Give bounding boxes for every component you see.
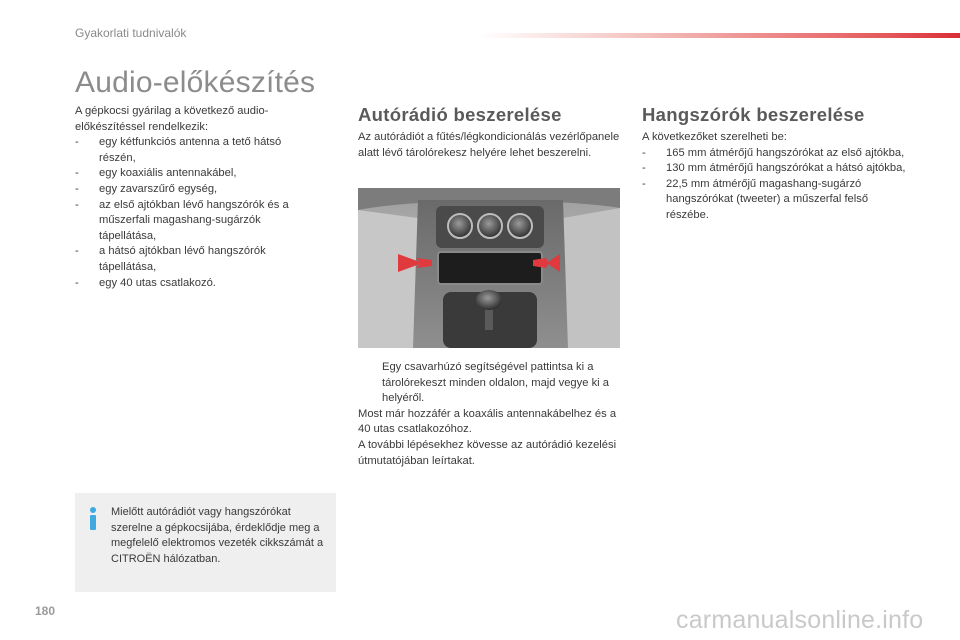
speaker-intro: A következőket szerelheti be: bbox=[642, 131, 787, 143]
radio-intro: Az autórádiót a fűtés/légkondicionálás vezérlőpanele alatt lévő tárolórekesz helyére lehet beszerelni. bbox=[358, 131, 620, 159]
step-text: Egy csavarhúzó segítségével pattintsa ki a tárolórekeszt minden oldalon, majd vegye ki a helyéről. bbox=[382, 361, 609, 405]
page-title: Audio-előkészítés bbox=[75, 66, 316, 99]
left-column bbox=[75, 104, 315, 291]
step-block bbox=[358, 360, 623, 407]
list-item bbox=[75, 244, 315, 275]
left-intro: A gépkocsi gyárilag a következő audio-előkészítéssel rendelkezik: bbox=[75, 105, 269, 133]
dash-mark: - bbox=[642, 146, 646, 159]
list-item bbox=[75, 166, 315, 182]
header-rule bbox=[480, 33, 960, 38]
dashboard-photo bbox=[358, 188, 620, 348]
dash-mark: - bbox=[75, 245, 79, 258]
middle-column-intro bbox=[358, 130, 623, 161]
list-item-text: 165 mm átmérőjű hangszórókat az első ajtókba, bbox=[666, 146, 905, 159]
dash-mark: - bbox=[75, 167, 79, 180]
list-item-text: a hátsó ajtókban lévő hangszórók tápellátása, bbox=[99, 245, 266, 273]
list-item-text: egy kétfunkciós antenna a tető hátsó részén, bbox=[99, 136, 282, 164]
list-item bbox=[75, 276, 315, 292]
dash-mark: - bbox=[75, 182, 79, 195]
page-number: 180 bbox=[35, 604, 56, 618]
list-item bbox=[75, 182, 315, 198]
list-item-text: 22,5 mm átmérőjű magashang-sugárzó hangszórókat (tweeter) a műszerfal felső részébe. bbox=[666, 177, 869, 221]
list-item bbox=[75, 135, 315, 166]
info-icon bbox=[86, 506, 100, 530]
speaker-list bbox=[642, 146, 912, 224]
dash-mark: - bbox=[642, 162, 646, 175]
speaker-install-title: Hangszórók beszerelése bbox=[642, 104, 865, 125]
watermark: carmanualsonline.info bbox=[676, 606, 924, 634]
list-item bbox=[642, 177, 912, 224]
dash-mark: - bbox=[642, 177, 646, 190]
list-item-text: 130 mm átmérőjű hangszórókat a hátsó ajtókba, bbox=[666, 162, 906, 175]
info-box bbox=[75, 493, 336, 592]
dash-mark: - bbox=[75, 198, 79, 211]
list-item-text: egy zavarszűrő egység, bbox=[99, 182, 218, 195]
list-item-text: egy 40 utas csatlakozó. bbox=[99, 276, 216, 289]
dash-mark: - bbox=[75, 276, 79, 289]
radio-install-title: Autórádió beszerelése bbox=[358, 104, 562, 125]
middle-column-steps bbox=[358, 360, 623, 469]
after-text-1: Most már hozzáfér a koaxális antennakábelhez és a 40 utas csatlakozóhoz. bbox=[358, 407, 617, 436]
info-text: Mielőtt autórádiót vagy hangszórókat szerelne a gépkocsijába, érdeklődje meg a megfelelő elektromos vezeték cikkszámát a CITROËN hálózatban. bbox=[111, 506, 324, 565]
list-item-text: az első ajtókban lévő hangszórók és a műszerfali magashang-sugárzók tápellátása, bbox=[99, 198, 289, 242]
section-label: Gyakorlati tudnivalók bbox=[75, 26, 187, 40]
list-item-text: egy koaxiális antennakábel, bbox=[99, 167, 237, 180]
equipment-list bbox=[75, 135, 315, 291]
list-item bbox=[642, 161, 912, 177]
dash-mark: - bbox=[75, 136, 79, 149]
after-text-2: A további lépésekhez kövesse az autórádió kezelési útmutatójában leírtakat. bbox=[358, 438, 617, 467]
dashboard-illustration bbox=[358, 188, 620, 348]
list-item bbox=[642, 146, 912, 162]
list-item bbox=[75, 198, 315, 245]
right-column bbox=[642, 130, 912, 224]
